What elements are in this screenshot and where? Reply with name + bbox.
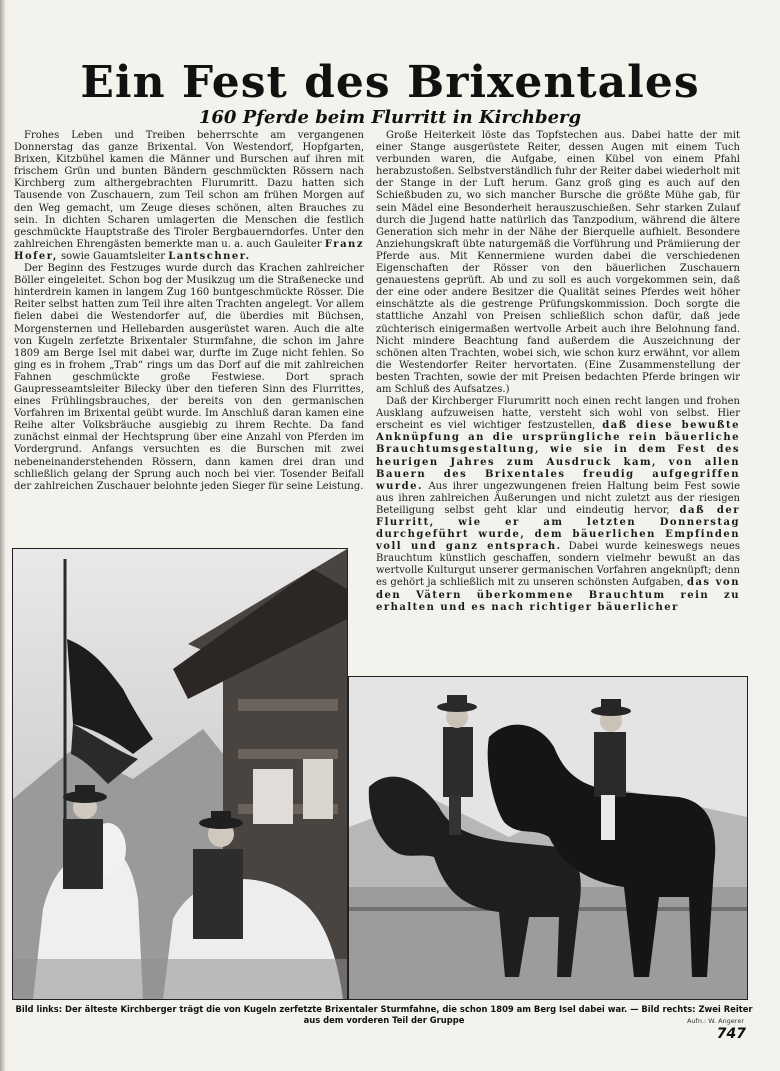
- photo-left-illustration: [13, 549, 347, 999]
- person-name: Lantschner.: [168, 250, 251, 262]
- page-number: 747: [716, 1026, 746, 1042]
- article-title: Ein Fest des Brixentales: [80, 57, 700, 109]
- paragraph-text: sowie Gauamtsleiter: [61, 250, 166, 262]
- page-binding-shadow: [0, 0, 6, 1071]
- emphasized-text: daß der Flurritt, wie er am letzten Donnerstag durchgeführt wurde, dem bäuerlichen Empfinden voll und ganz entsprach.: [376, 504, 740, 553]
- paragraph-text: Frohes Leben und Treiben beherrschte am vergangenen Donnerstag das ganze Brixental. Von Westendorf, Hopfgarten, Brixen, Kitzbühel kamen die Männer und Burschen auf ihren mit frischem Grün und bunten Bändern geschmückten Rössern nach Kirchberg zum althergebrachten Flurumritt. Dazu hatten sich Tausende von Zuschauern, zum Teil schon am frühen Morgen auf den Weg gemacht, um Zeuge dieses schönen, alten Brauches zu sein. In dichten Scharen umlagerten die Menschen die festlich geschmückte Hauptstraße des Tiroler Bergbauerndorfes. Unter den zahlreichen Ehrengästen bemerkte man u. a. auch Gauleiter: [14, 130, 364, 250]
- paragraph-text: Dabei wurde keineswegs neues Brauchtum künstlich geschaffen, sondern vielmehr bewußt an das wertvolle Kulturgut unserer germanischen Vorfahren angeknüpft; denn es gehört ja schließlich mit zu unseren schönsten Aufgaben,: [376, 541, 740, 589]
- paragraph: [376, 396, 740, 614]
- article-subtitle: 160 Pferde beim Flurritt in Kirchberg: [198, 106, 582, 128]
- paragraph: Große Heiterkeit löste das Topfstechen aus. Dabei hatte der mit einer Stange ausgerüstete Reiter, dessen Augen mit einem Tuch verbunden waren, die Aufgabe, einen Kübel von einem Pfahl herabzustoßen. Selbstverständlich fuhr der Reiter dabei wiederholt mit der Stange in der Luft herum. Ganz groß ging es auch auf den Schießbuden zu, wo sich mancher Bursche die größte Mühe gab, für sein Mädel eine Besonderheit herauszuschießen. Sehr starken Zulauf durch die Jugend hatte natürlich das Tanzpodium, während die ältere Generation sich mehr in der Nähe der Bierquelle aufhielt. Besondere Anziehungskraft übte naturgemäß die Vorführung und Prämiierung der Pferde aus. Mit Kennermiene wurden dabei die verschiedenen Eigenschaften der Rösser von den bäuerlichen Zuschauern genauestens geprüft. Ab und zu soll es auch vorgekommen sein, daß der eine oder andere Besitzer die Qualität seines Pferdes weit höher einschätzte als die gestrenge Prüfungskommission. Doch sorgte die stattliche Anzahl von Preisen schließlich schon dafür, daß jede züchterisch einigermaßen wertvolle Arbeit auch ihre Belohnung fand. Nicht mindere Beachtung fand außerdem die Auszeichnung der schönen alten Trachten, wobei sich, wie schon kurz erwähnt, vor allem die Westendorfer Reiter hervortaten. (Eine Zusammenstellung der besten Trachten, sowie der mit Preisen bedachten Pferde bringen wir am Schluß des Aufsatzes.): [376, 130, 740, 395]
- emphasized-text: daß diese bewußte Anknüpfung an die ursprüngliche rein bäuerliche Brauchtumsgestaltung, wie sie in dem Fest des heurigen Jahres zum Ausdruck kam, von allen Bauern des Brixentales freudig aufgegriffen wurde.: [376, 420, 740, 492]
- emphasized-text: das von den Vätern überkommene Brauchtum rein zu erhalten und es nach richtiger bäuerlicher: [376, 577, 740, 613]
- person-name: Franz Hofer,: [14, 238, 364, 262]
- photo-right-illustration: [349, 677, 747, 999]
- paragraph-text: Aus ihrer ungezwungenen freien Haltung beim Fest sowie aus ihren zahlreichen Äußerungen und nicht zuletzt aus der riesigen Beteiligung selbst geht klar und eindeutig hervor,: [376, 480, 740, 516]
- paragraph: [14, 130, 364, 263]
- text-column-right: [376, 130, 740, 670]
- photo-two-riders: [348, 676, 748, 1000]
- photo-flag-bearer-riders: [12, 548, 348, 1000]
- paragraph-text: Daß der Kirchberger Flurumritt noch einen recht langen und frohen Ausklang aufzuweisen hatte, versteht sich wohl von selbst. Hier erscheint es viel wichtiger festzustellen,: [376, 396, 740, 432]
- paragraph: Der Beginn des Festzuges wurde durch das Krachen zahlreicher Böller eingeleitet. Schon bog der Musikzug um die Straßenecke und hinterdrein kamen in langem Zug 160 buntgeschmückte Rösser. Die Reiter selbst hatten zum Teil ihre alten Trachten angelegt. Vor allem fielen dabei die Westendorfer auf, die überdies mit Büchsen, Morgensternen und Hellebarden ausgerüstet waren. Auch die alte von Kugeln zerfetzte Brixentaler Sturmfahne, die schon im Jahre 1809 am Berge Isel mit dabei war, durfte im Zuge nicht fehlen. So ging es in frohem „Trab“ rings um das Dorf auf die mit zahlreichen Fahnen geschmückte große Festwiese. Dort sprach Gaupresseamtsleiter Bilecky über den tieferen Sinn des Flurrittes, eines Frühlingsbrauches, der bereits von den germanischen Vorfahren im Brixental geübt wurde. Im Anschluß daran kamen eine Reihe alter Volksbräuche ausgiebig zu ihrem Rechte. Da fand zunächst einmal der Hechtsprung über eine Anzahl von Pferden im Vordergrund. Anfangs versuchten es die Burschen mit zwei nebeneinanderstehenden Rössern, dann kamen drei dran und schließlich gelang der Sprung auch noch bei vier. Tosender Beifall der zahlreichen Zuschauer belohnte jeden Sieger für seine Leistung.: [14, 263, 364, 492]
- text-column-left: [14, 130, 364, 540]
- photo-credit: Aufn.: W. Angerer: [686, 1017, 744, 1025]
- photo-caption: Bild links: Der älteste Kirchberger trägt die von Kugeln zerfetzte Brixentaler Sturmfahne, die schon 1809 am Berg Isel dabei war. — Bild rechts: Zwei Reiter aus dem vorderen Teil der Gruppe: [15, 1004, 753, 1025]
